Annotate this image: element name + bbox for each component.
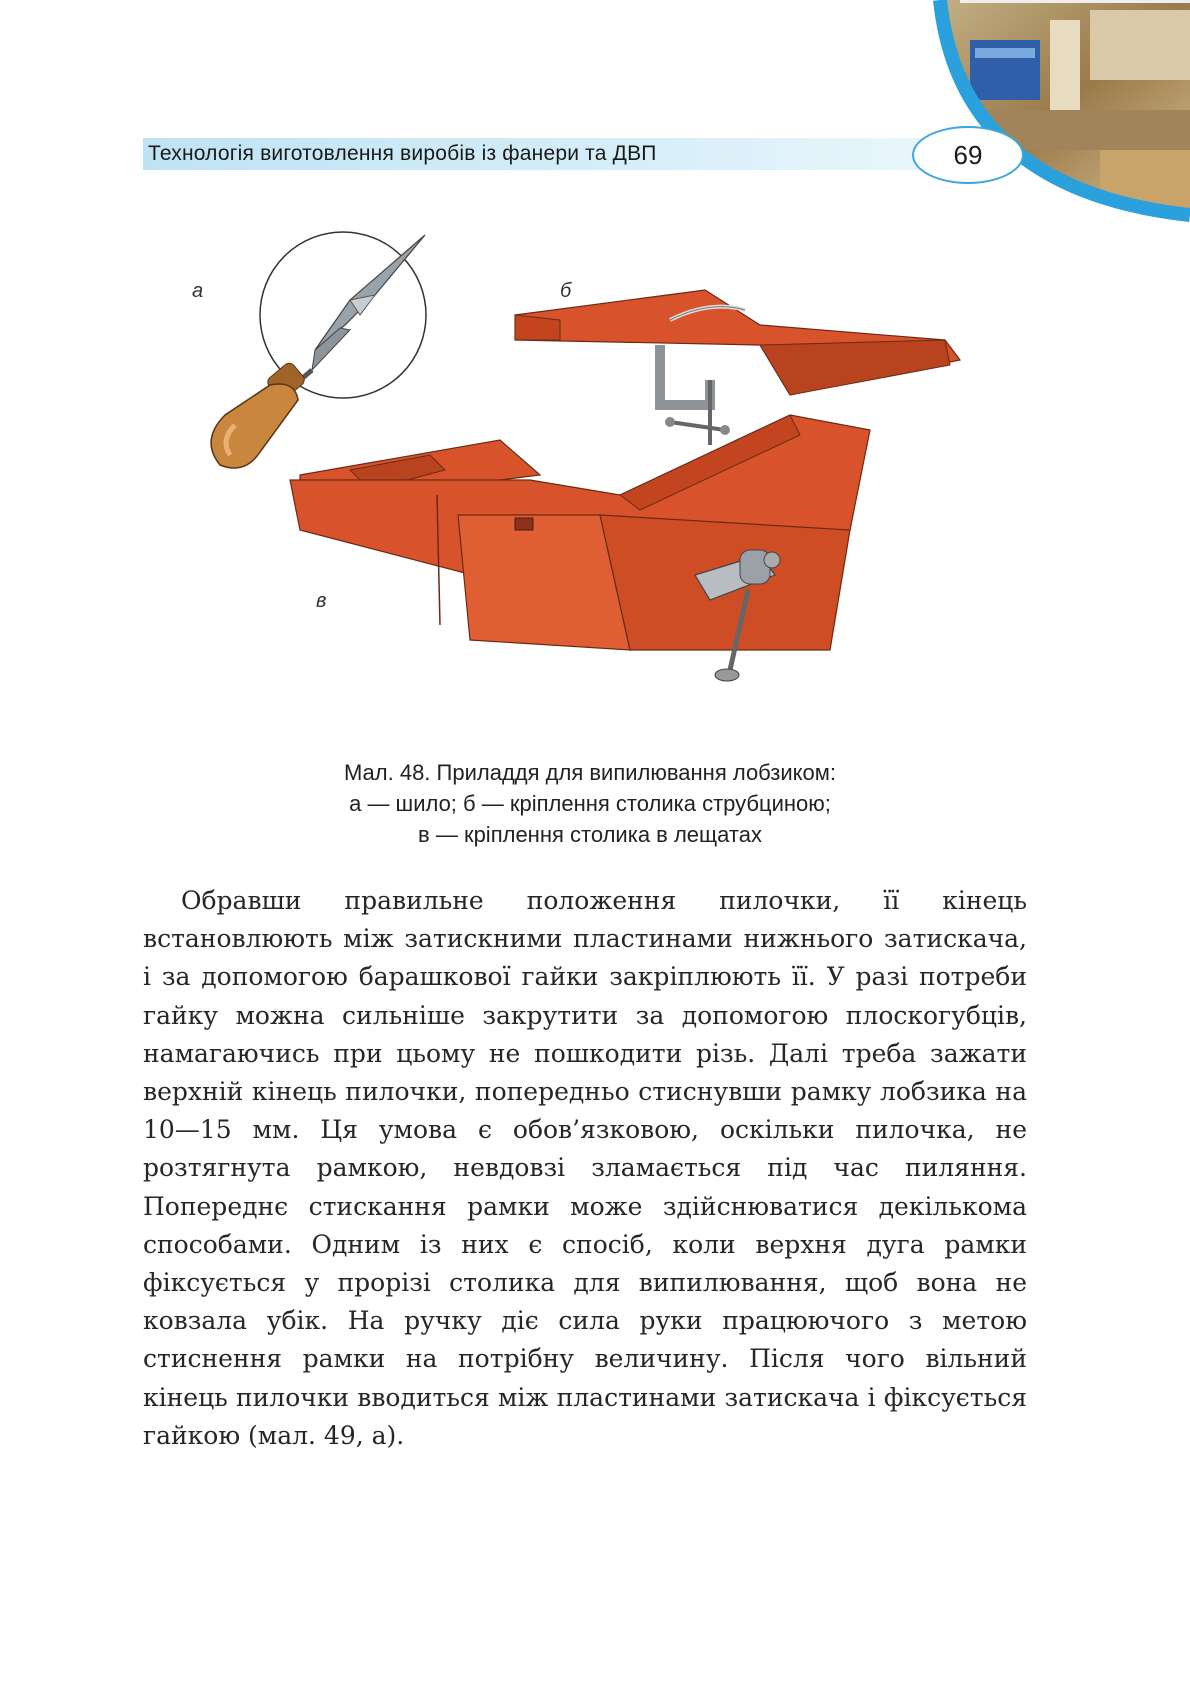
figure-caption bbox=[150, 757, 1030, 850]
figure-label-v: в bbox=[316, 590, 327, 612]
figure-label-b: б bbox=[560, 280, 572, 302]
clamp-table-illustration bbox=[515, 290, 960, 445]
caption-line-2: а — шило; б — кріплення столика струбциною; bbox=[349, 791, 831, 816]
caption-line-1: Мал. 48. Приладдя для випилювання лобзиком: bbox=[343, 760, 837, 785]
caption-line-3: в — кріплення столика в лещатах bbox=[418, 822, 762, 847]
awl-illustration bbox=[211, 232, 426, 468]
page-number: 69 bbox=[912, 126, 1024, 184]
figure-label-a: а bbox=[192, 280, 204, 302]
vise-table-illustration bbox=[290, 415, 870, 681]
figure-illustration bbox=[200, 230, 980, 740]
running-header: Технологія виготовлення виробів із фанери та ДВП bbox=[148, 142, 657, 165]
body-paragraph: Обравши правильне положення пилочки, її кінець встановлюють між затискними пластинами нижнього затискача, і за допомогою барашкової гайки закріплюють її. У разі потреби гайку можна сильніше закрутити за допомогою плоскогубців, намагаючись при цьому не пошкодити різь. Далі треба зажати верхній кінець пилочки, попередньо стиснувши рамку лобзика на 10—15 мм. Ця умова є обов’язковою, оскільки пилочка, не розтягнута рамкою, невдовзі зламається під час пиляння. Попереднє стискання рамки може здійснюватися декількома способами. Одним із них є спосіб, коли верхня дуга рамки фіксується у прорізі столика для випилювання, щоб вона не ковзала убік. На ручку діє сила руки працюючого з метою стиснення рамки на потрібну величину. Після чого вільний кінець пилочки вводиться між пластинами затискача і фіксується гайкою (мал. 49, а). bbox=[143, 886, 1027, 1450]
corner-photo bbox=[900, 0, 1190, 240]
